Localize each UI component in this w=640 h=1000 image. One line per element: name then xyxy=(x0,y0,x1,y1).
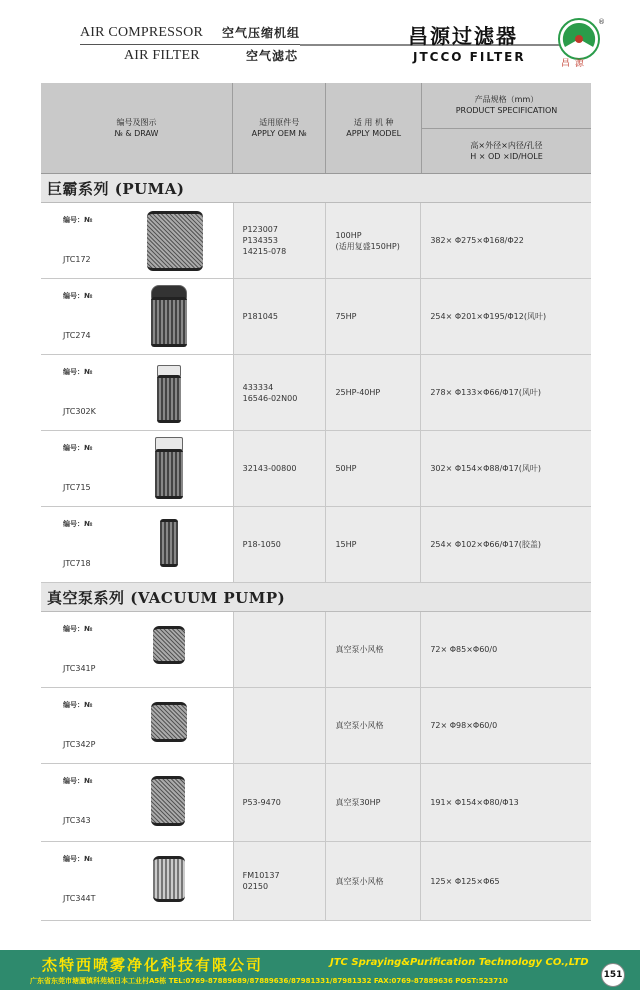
category-title xyxy=(80,24,300,64)
category-cn-line1: 空气压缩机组 xyxy=(221,26,300,40)
filter-image xyxy=(155,449,183,499)
registered-mark: ® xyxy=(598,18,605,26)
filter-image xyxy=(151,702,187,742)
brand-name-cn: 昌源过滤器 xyxy=(408,24,518,48)
table-row xyxy=(41,842,591,921)
header-model xyxy=(326,83,421,173)
model-cell xyxy=(326,431,421,506)
oem-cell xyxy=(234,431,327,506)
header-spec-en: PRODUCT SPECIFICATION xyxy=(455,106,558,116)
page-number: 151 xyxy=(601,963,625,987)
company-name-cn: 杰特西喷雾净化科技有限公司 xyxy=(42,956,264,974)
spec-text: 72× Φ85×Φ60/0 xyxy=(430,645,498,654)
oem-number: 433334 xyxy=(242,382,274,392)
no-label: 编号：№ xyxy=(63,701,93,709)
company-address: 广东省东莞市塘厦镇科苑城日本工业村A5栋 TEL:0769-87889689/87889636/87981331/87981332 FAX:0769-87889636 POST:523710 xyxy=(30,977,508,985)
table-row xyxy=(41,279,591,355)
category-en-line1: AIR COMPRESSOR xyxy=(80,24,204,40)
header-oem xyxy=(233,83,327,173)
no-label: 编号：№ xyxy=(63,777,93,785)
oem-cell xyxy=(234,507,327,582)
no-label: 编号：№ xyxy=(63,216,93,224)
spec-text: 125× Φ125×Φ65 xyxy=(430,876,500,886)
product-table xyxy=(41,83,591,921)
table-header xyxy=(41,83,591,174)
spec-cell xyxy=(421,842,591,920)
model-cell xyxy=(326,355,421,430)
model-cell xyxy=(326,842,421,920)
no-draw-cell xyxy=(41,507,234,582)
spec-cell xyxy=(421,612,591,687)
oem-number: 02150 xyxy=(242,882,269,891)
oem-number: 16546-02N00 xyxy=(242,393,298,403)
spec-cell xyxy=(421,203,591,278)
brand-logo-icon xyxy=(558,18,600,60)
product-code: JTC172 xyxy=(63,255,91,264)
spec-cell xyxy=(421,279,591,354)
spec-text: 191× Φ154×Φ80/Φ13 xyxy=(430,798,519,807)
oem-cell xyxy=(234,842,327,920)
model-cell xyxy=(326,688,421,763)
filter-image xyxy=(160,519,178,567)
product-code: JTC302K xyxy=(63,407,96,416)
header-spec-cn: 产品规格（mm） xyxy=(474,95,539,105)
filter-image xyxy=(151,776,185,826)
oem-cell xyxy=(234,203,327,278)
header-no-draw-cn: 编号及图示 xyxy=(116,118,157,127)
no-draw-cell xyxy=(41,431,234,506)
product-code: JTC718 xyxy=(63,559,91,568)
model-text: 100HP xyxy=(335,230,362,240)
oem-cell xyxy=(234,688,327,763)
model-text: 15HP xyxy=(335,540,357,549)
page-header xyxy=(0,0,640,80)
model-text: 真空泵小风格 xyxy=(335,721,384,730)
oem-number: P18-1050 xyxy=(242,540,281,549)
model-text: 50HP xyxy=(335,464,357,473)
no-draw-cell xyxy=(41,355,234,430)
filter-image xyxy=(153,626,185,664)
filter-image xyxy=(147,211,203,271)
model-text: 25HP-40HP xyxy=(335,388,381,397)
no-label: 编号：№ xyxy=(63,520,93,528)
product-code: JTC715 xyxy=(63,483,91,492)
model-text: 真空泵小风格 xyxy=(335,876,384,886)
no-label: 编号：№ xyxy=(63,855,93,863)
header-oem-cn: 适用原件号 xyxy=(259,118,300,127)
no-draw-cell xyxy=(41,688,234,763)
no-draw-cell xyxy=(41,764,234,841)
header-spec xyxy=(422,83,591,173)
no-label: 编号：№ xyxy=(63,368,93,376)
oem-cell xyxy=(234,612,327,687)
filter-image xyxy=(151,297,187,347)
header-model-en: APPLY MODEL xyxy=(346,129,402,138)
model-cell xyxy=(326,203,421,278)
model-cell xyxy=(326,507,421,582)
product-code: JTC342P xyxy=(63,740,96,749)
model-cell xyxy=(326,279,421,354)
spec-cell xyxy=(421,764,591,841)
spec-text: 254× Φ201×Φ195/Φ12(风叶) xyxy=(430,312,547,321)
table-row xyxy=(41,355,591,431)
header-oem-en: APPLY OEM № xyxy=(251,129,307,138)
no-label: 编号：№ xyxy=(63,292,93,300)
model-text: 真空泵30HP xyxy=(335,798,381,807)
table-row xyxy=(41,688,591,764)
oem-cell xyxy=(234,764,327,841)
logo-caption: 昌 源 xyxy=(561,59,585,69)
company-name-en: JTC Spraying&Purification Technology CO.,LTD xyxy=(330,957,589,968)
filter-image xyxy=(153,856,185,902)
spec-text: 302× Φ154×Φ88/Φ17(风叶) xyxy=(430,464,541,473)
no-draw-cell xyxy=(41,612,234,687)
oem-number: FM10137 xyxy=(242,871,280,880)
oem-cell xyxy=(234,355,327,430)
spec-cell xyxy=(421,431,591,506)
table-row xyxy=(41,764,591,842)
table-row xyxy=(41,203,591,279)
spec-cell xyxy=(421,688,591,763)
oem-cell xyxy=(234,279,327,354)
model-cell xyxy=(326,764,421,841)
table-row xyxy=(41,612,591,688)
no-draw-cell xyxy=(41,203,234,278)
header-spec-sub-en: H × OD ×ID/HOLE xyxy=(470,151,543,161)
header-divider xyxy=(80,44,300,45)
header-spec-sub-cn: 高×外径×内径/孔径 xyxy=(470,140,543,150)
spec-text: 254× Φ102×Φ66/Φ17(胶盖) xyxy=(430,540,541,549)
section-title: 真空泵系列 (VACUUM PUMP) xyxy=(41,583,591,612)
product-code: JTC274 xyxy=(63,331,91,340)
no-label: 编号：№ xyxy=(63,444,93,452)
header-no-draw xyxy=(41,83,233,173)
table-row xyxy=(41,431,591,507)
filter-image xyxy=(157,375,181,423)
oem-number: P123007 xyxy=(242,225,278,234)
oem-number: P53-9470 xyxy=(242,798,281,807)
oem-number: 32143-00800 xyxy=(242,464,297,473)
header-no-draw-en: № & DRAW xyxy=(114,129,159,138)
table-row xyxy=(41,507,591,583)
model-text: (适用复盛150HP) xyxy=(335,241,400,251)
spec-cell xyxy=(421,355,591,430)
brand-name-en: JTCCO FILTER xyxy=(413,50,526,64)
product-code: JTC343 xyxy=(63,816,91,825)
spec-text: 278× Φ133×Φ66/Φ17(风叶) xyxy=(430,388,541,397)
oem-number: 14215-078 xyxy=(242,247,287,256)
no-draw-cell xyxy=(41,279,234,354)
model-text: 75HP xyxy=(335,312,357,321)
oem-number: P181045 xyxy=(242,312,278,321)
spec-text: 382× Φ275×Φ168/Φ22 xyxy=(430,236,524,245)
header-model-cn: 适 用 机 种 xyxy=(353,118,394,127)
no-draw-cell xyxy=(41,842,234,920)
category-cn-line2: 空气滤芯 xyxy=(245,49,298,63)
section-title: 巨霸系列 (PUMA) xyxy=(41,174,591,203)
spec-text: 72× Φ98×Φ60/0 xyxy=(430,721,498,730)
product-code: JTC344T xyxy=(63,894,96,903)
product-code: JTC341P xyxy=(63,664,96,673)
model-text: 真空泵小风格 xyxy=(335,645,384,654)
no-label: 编号：№ xyxy=(63,625,93,633)
spec-cell xyxy=(421,507,591,582)
category-en-line2: AIR FILTER xyxy=(124,47,200,63)
model-cell xyxy=(326,612,421,687)
oem-number: P134353 xyxy=(242,236,278,245)
